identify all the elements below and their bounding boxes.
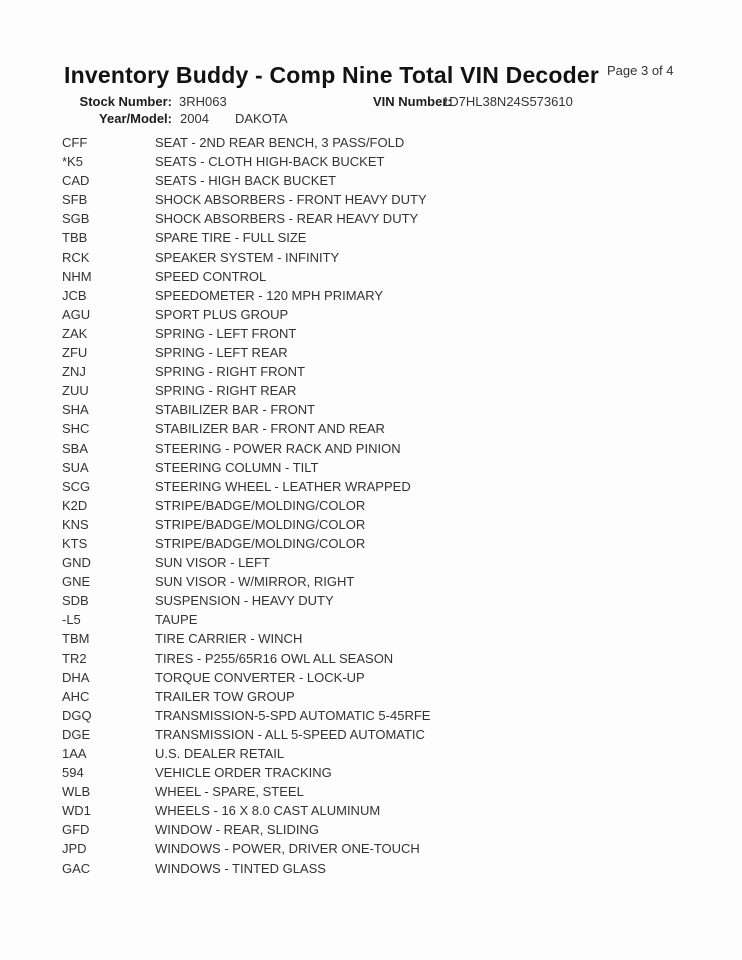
option-description: SPORT PLUS GROUP [155, 306, 289, 322]
option-description: TRANSMISSION-5-SPD AUTOMATIC 5-45RFE [155, 707, 431, 723]
option-code: WLB [62, 784, 91, 800]
option-description: SPEAKER SYSTEM - INFINITY [155, 249, 340, 265]
option-row [0, 668, 742, 687]
option-row [0, 190, 742, 209]
option-row [0, 591, 742, 610]
option-code: JPD [62, 841, 87, 857]
option-row [0, 458, 742, 477]
option-code: SCG [62, 478, 91, 494]
option-row [0, 267, 742, 286]
year-model-label: Year/Model: [99, 111, 172, 126]
option-description: STRIPE/BADGE/MOLDING/COLOR [155, 535, 366, 551]
option-code: CFF [62, 135, 88, 150]
option-row [0, 286, 742, 305]
option-row [0, 248, 742, 267]
option-description: STEERING WHEEL - LEATHER WRAPPED [155, 478, 411, 494]
option-row [0, 687, 742, 706]
page-number-indicator: Page 3 of 4 [607, 63, 674, 78]
option-row [0, 801, 742, 820]
option-description: VEHICLE ORDER TRACKING [155, 765, 332, 781]
option-code: SGB [62, 211, 90, 227]
option-description: SPRING - RIGHT FRONT [155, 364, 305, 380]
option-row [0, 744, 742, 763]
stock-number-value: 3RH063 [179, 94, 227, 109]
option-code: GND [62, 555, 91, 571]
option-row [0, 859, 742, 878]
option-description: SEATS - HIGH BACK BUCKET [155, 173, 337, 189]
option-row [0, 133, 742, 152]
option-row [0, 610, 742, 629]
option-code: TR2 [62, 650, 87, 666]
year-model-row [0, 110, 742, 127]
option-description: SPRING - LEFT FRONT [155, 325, 297, 341]
option-code: GAC [62, 860, 91, 876]
option-description: U.S. DEALER RETAIL [155, 746, 285, 761]
option-description: SUN VISOR - W/MIRROR, RIGHT [155, 574, 355, 590]
option-row [0, 496, 742, 515]
option-code: ZNJ [62, 364, 86, 380]
option-row [0, 629, 742, 648]
option-code: SBA [62, 440, 89, 456]
option-description: WINDOWS - POWER, DRIVER ONE-TOUCH [155, 841, 420, 857]
option-code: CAD [62, 173, 90, 189]
option-description: SPEEDOMETER - 120 MPH PRIMARY [155, 287, 384, 303]
option-description: SPRING - LEFT REAR [155, 345, 288, 361]
option-code: DGQ [62, 707, 92, 723]
option-code: SHA [62, 402, 89, 418]
option-code: RCK [62, 249, 90, 265]
option-row [0, 820, 742, 839]
stock-number-label: Stock Number: [79, 94, 172, 109]
option-description: SPEED CONTROL [155, 268, 267, 284]
option-description: TRAILER TOW GROUP [155, 688, 295, 704]
option-row [0, 763, 742, 782]
option-description: STABILIZER BAR - FRONT AND REAR [155, 421, 385, 437]
option-code: NHM [62, 268, 92, 284]
option-description: SEAT - 2ND REAR BENCH, 3 PASS/FOLD [155, 135, 405, 150]
option-row [0, 419, 742, 438]
option-description: STRIPE/BADGE/MOLDING/COLOR [155, 497, 366, 513]
option-code: 1AA [62, 746, 87, 761]
option-row [0, 209, 742, 228]
option-code: KTS [62, 535, 88, 551]
option-code: DGE [62, 726, 91, 742]
option-row [0, 152, 742, 171]
option-description: WHEEL - SPARE, STEEL [155, 784, 304, 800]
option-description: WINDOWS - TINTED GLASS [155, 860, 326, 876]
option-description: SEATS - CLOTH HIGH-BACK BUCKET [155, 154, 385, 170]
option-code: ZUU [62, 383, 89, 399]
option-code: GNE [62, 574, 91, 590]
option-row [0, 362, 742, 381]
option-code: AGU [62, 306, 91, 322]
option-description: STABILIZER BAR - FRONT [155, 402, 316, 418]
option-code: SHC [62, 421, 90, 437]
vin-number-value: 1D7HL38N24S573610 [442, 94, 573, 109]
option-row [0, 343, 742, 362]
option-row [0, 572, 742, 591]
vehicle-meta-block [0, 93, 742, 127]
option-code: WD1 [62, 803, 91, 819]
option-row [0, 515, 742, 534]
option-description: TIRES - P255/65R16 OWL ALL SEASON [155, 650, 394, 666]
option-code: SDB [62, 593, 89, 609]
option-description: SUSPENSION - HEAVY DUTY [155, 593, 334, 609]
option-description: SUN VISOR - LEFT [155, 555, 270, 571]
option-row [0, 725, 742, 744]
option-row [0, 400, 742, 419]
option-description: STEERING COLUMN - TILT [155, 459, 319, 475]
option-code: AHC [62, 688, 90, 704]
option-code: SUA [62, 459, 89, 475]
option-row [0, 305, 742, 324]
option-code: DHA [62, 669, 90, 685]
option-description: WHEELS - 16 X 8.0 CAST ALUMINUM [155, 803, 381, 819]
option-description: TAUPE [155, 612, 198, 628]
option-description: SHOCK ABSORBERS - REAR HEAVY DUTY [155, 211, 419, 227]
option-description: TRANSMISSION - ALL 5-SPEED AUTOMATIC [155, 726, 425, 742]
option-row [0, 381, 742, 400]
model-value: DAKOTA [235, 111, 288, 126]
option-code: *K5 [62, 154, 83, 170]
option-row [0, 171, 742, 190]
page-title: Inventory Buddy - Comp Nine Total VIN Decoder [64, 62, 600, 88]
option-description: WINDOW - REAR, SLIDING [155, 822, 319, 838]
option-description: TIRE CARRIER - WINCH [155, 631, 303, 647]
option-row [0, 228, 742, 247]
option-description: STEERING - POWER RACK AND PINION [155, 440, 401, 456]
option-code: JCB [62, 287, 87, 303]
option-codes-list [0, 133, 742, 878]
option-code: KNS [62, 516, 89, 532]
option-row [0, 706, 742, 725]
option-code: TBM [62, 631, 90, 647]
option-code: GFD [62, 822, 90, 838]
year-value: 2004 [180, 111, 209, 126]
option-row [0, 553, 742, 572]
option-row [0, 534, 742, 553]
option-description: SPRING - RIGHT REAR [155, 383, 297, 399]
option-code: ZFU [62, 345, 88, 361]
option-description: STRIPE/BADGE/MOLDING/COLOR [155, 516, 366, 532]
option-row [0, 839, 742, 858]
option-row [0, 477, 742, 496]
option-row [0, 324, 742, 343]
option-code: ZAK [62, 325, 88, 341]
option-row [0, 649, 742, 668]
option-row [0, 782, 742, 801]
option-code: TBB [62, 230, 88, 246]
option-code: 594 [62, 765, 84, 781]
option-description: SHOCK ABSORBERS - FRONT HEAVY DUTY [155, 192, 427, 208]
option-code: K2D [62, 497, 88, 513]
option-row [0, 439, 742, 458]
option-description: TORQUE CONVERTER - LOCK-UP [155, 669, 365, 685]
vin-number-label: VIN Number: [373, 94, 452, 109]
option-code: -L5 [62, 612, 81, 628]
stock-vin-row [0, 93, 742, 110]
option-code: SFB [62, 192, 88, 208]
option-description: SPARE TIRE - FULL SIZE [155, 230, 307, 246]
